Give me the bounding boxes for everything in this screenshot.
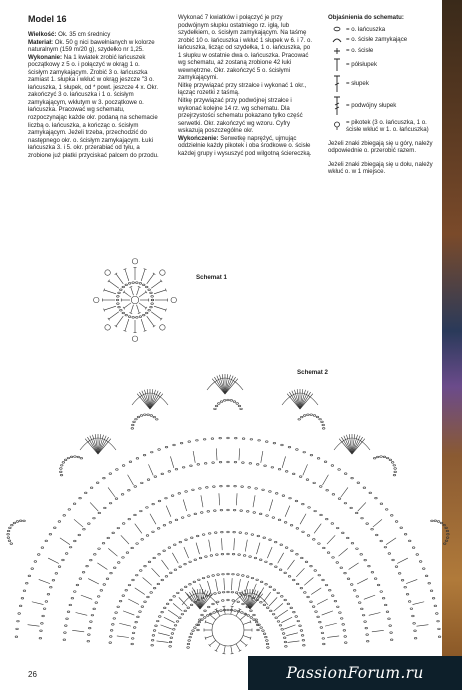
paragraph-text: Na 1 kwiatek zrobić łańcuszek początkowy z 5 o. i połączyć w okrąg 1 o. ścisłym zamykającym. Zrobić 3 o. łańcuszka zamiast 1. słupka i wkłuć w okrąg jeszcze "3 o. łańcuszka, 1 słupek, od * powt. jeszcze 4 x. Okr. zakończyć 3 o. łańcuszka i 1 o. ścisłym zamykającym, wkłutym w 3. początkowe o. łańcuszka. Pracować wg schematu, rozpoczynając każde okr. podaną na schemacie liczbą o. łańcuszka, a kończąc o. ścisłym zamykającym. Jeżeli trzeba, przechodzić do następnego okr. o. ścisłym zamykającym. Łuki łańcuszka 3. i 5. okr. przerabiać od tyłu, a zrobione już płatki przyciskać palcem do przodu. (28, 53, 159, 159)
paragraph-heading: Wykonanie: (28, 53, 63, 61)
legend-item-label: = pikotek (3 o. łańcuszka, 1 o. ścisłe wkłuć w 1. o. łańcuszka) (346, 118, 429, 134)
legend-item-label: = o. ścisłe (346, 46, 374, 54)
paragraph-text: Ok. 50 g nici bawełnianych w kolorze naturalnym (159 m/20 g), szydełko nr 1,25. (28, 38, 155, 54)
watermark-logo: PassionForum.ru (248, 656, 462, 690)
page-number: 26 (28, 670, 37, 679)
legend-item-label: = o. ścisłe zamykające (346, 36, 408, 44)
paragraph-text: Nitkę przywiązać przy strzałce i wykonać 1 okr., łącząc rozetki z taśmą. (178, 81, 307, 97)
legend-item-label: = podwójny słupek (346, 101, 397, 109)
paragraph-heading: Wielkość: (28, 31, 57, 38)
schemat-1-label: Schemat 1 (196, 274, 227, 281)
legend-item-label: = półsłupek (346, 60, 377, 68)
schemat-2-label: Schemat 2 (297, 369, 328, 376)
legend-note-bottom: Jeżeli znaki zbiegają się u dołu, należy wkłuć o. w 1 miejsce. (328, 160, 433, 176)
paragraph-heading: Materiał: (28, 38, 54, 46)
legend-note-top: Jeżeli znaki zbiegają się u góry, należy odpowiednie o. przerobić razem. (328, 139, 433, 155)
legend-item-label: = słupek (346, 79, 369, 87)
legend-item-label: = o. łańcuszka (346, 25, 386, 33)
paragraph-text: Nitkę przywiązać przy podwójnej strzałce i wykonać kolejne 14 rz. wg schematu. Dla przejrzystości schematu pokazano tylko część serwetki. Okr. zakończyć wg wzoru. Cyfry wskazują poszczególne okr. (178, 97, 303, 135)
paragraph-text: Ok. 35 cm średnicy (56, 31, 111, 38)
legend-title: Objaśnienia do schematu: (328, 14, 404, 21)
model-title: Model 16 (28, 14, 67, 24)
paragraph-text: Wykonać 7 kwiatków i połączyć je przy podwójnym słupku ostatniego rz. igłą, lub szydełkiem, o. ścisłym zamykającym. Na taśmę zrobić 10 o. łańcuszka i wkłuć 1 słupek w 6. i 7. o. łańcuszka, licząc od szydełka, 1 o. łańcuszka, po 1 słupku w ostatnie dwa o. łańcuszka. Pracować wg schematu, aż zostaną zrobione 42 łuki wewnętrzne. Okr. zakończyć 5 o. ścisłymi zamykającymi. (178, 14, 313, 82)
paragraph-text: Serwetkę naprężyć, ujmując oddzielnie każdy pikotek i oba środkowe o. ścisłe każdej grupy i wysuszyć pod wilgotną ściereczką. (178, 134, 312, 157)
paragraph-heading: Wykończenie: (178, 134, 219, 142)
